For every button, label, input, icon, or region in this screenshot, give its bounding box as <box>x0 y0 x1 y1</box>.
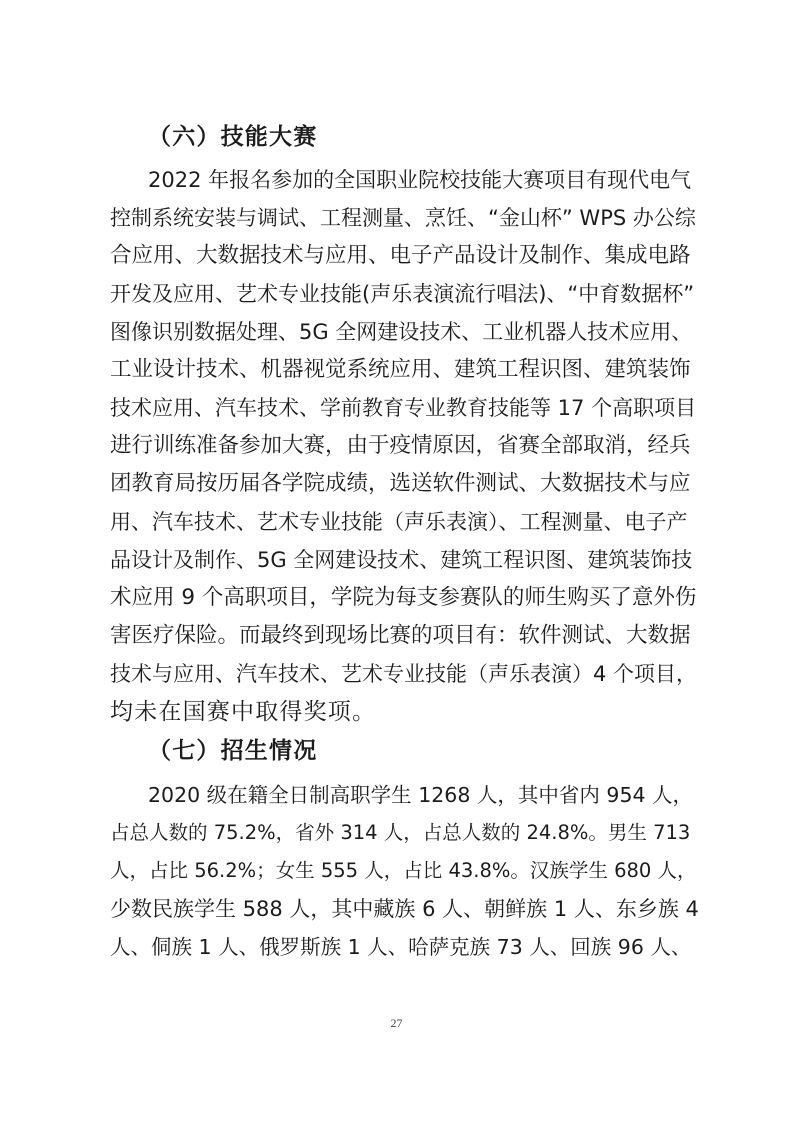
paragraph-line: 用、汽车技术、艺术专业技能（声乐表演）、工程测量、电子产 <box>110 510 688 534</box>
section-heading-skills-competition: （六）技能大赛 <box>148 124 318 150</box>
paragraph-line: 技术应用、汽车技术、学前教育专业教育技能等 17 个高职项目 <box>110 396 697 420</box>
paragraph-line: 品设计及制作、5G 全网建设技术、建筑工程识图、建筑装饰技 <box>110 548 693 572</box>
section-heading-enrollment: （七）招生情况 <box>148 738 318 764</box>
paragraph-line: 进行训练准备参加大赛，由于疫情原因，省赛全部取消，经兵 <box>110 433 691 458</box>
paragraph-line: 人，占比 56.2%；女生 555 人，占比 43.8%。汉族学生 680 人， <box>110 859 697 882</box>
paragraph-line: 合应用、大数据技术与应用、电子产品设计及制作、集成电路 <box>110 243 691 268</box>
paragraph-line: 控制系统安装与调试、工程测量、烹饪、“金山杯” WPS 办公综 <box>110 206 696 230</box>
paragraph-line: 团教育局按历届各学院成绩，选送软件测试、大数据技术与应 <box>110 471 691 496</box>
paragraph-line: 2022 年报名参加的全国职业院校技能大赛项目有现代电气 <box>148 168 692 192</box>
paragraph-line: 工业设计技术、机器视觉系统应用、建筑工程识图、建筑装饰 <box>110 357 691 382</box>
paragraph-line: 2020 级在籍全日制高职学生 1268 人，其中省内 954 人， <box>148 783 694 807</box>
paragraph-line: 害医疗保险。而最终到现场比赛的项目有：软件测试、大数据 <box>110 623 691 648</box>
paragraph-line: 均未在国赛中取得奖项。 <box>110 699 377 725</box>
paragraph-line: 图像识别数据处理、5G 全网建设技术、工业机器人技术应用、 <box>110 320 693 344</box>
paragraph-line: 技术与应用、汽车技术、艺术专业技能（声乐表演）4 个项目， <box>110 662 698 686</box>
paragraph-line: 占总人数的 75.2%，省外 314 人，占总人数的 24.8%。男生 713 <box>110 821 691 844</box>
paragraph-line: 少数民族学生 588 人，其中藏族 6 人、朝鲜族 1 人、东乡族 4 <box>110 897 699 921</box>
paragraph-line: 人、侗族 1 人、俄罗斯族 1 人、哈萨克族 73 人、回族 96 人、 <box>110 935 692 959</box>
paragraph-line: 开发及应用、艺术专业技能(声乐表演流行唱法)、“中育数据杯” <box>110 282 695 306</box>
paragraph-line: 术应用 9 个高职项目，学院为每支参赛队的师生购买了意外伤 <box>110 585 697 610</box>
page-number: 27 <box>390 1016 403 1030</box>
